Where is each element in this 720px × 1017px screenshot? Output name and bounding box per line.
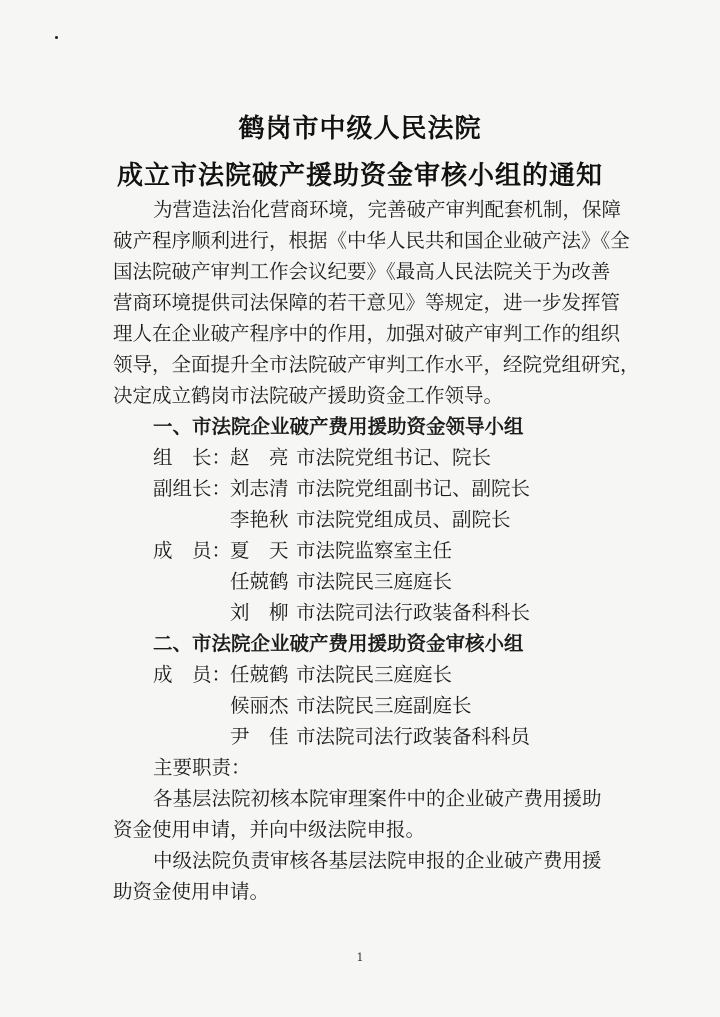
duty2-line-1: 中级法院负责审核各基层法院申报的企业破产费用援 <box>153 849 602 872</box>
section1-row5-title: 市法院民三庭庭长 <box>296 570 453 593</box>
section1-row2-role: 副组长： <box>153 477 232 500</box>
section1-row3-title: 市法院党组成员、副院长 <box>296 508 511 531</box>
section1-row4-name: 夏 天 <box>230 539 289 562</box>
intro-line-2: 破产程序顺利进行，根据《中华人民共和国企业破产法》《全 <box>113 229 630 252</box>
section1-row2-name: 刘志清 <box>230 477 289 500</box>
intro-line-7: 决定成立鹤岗市法院破产援助资金工作领导。 <box>113 384 504 407</box>
section1-row1-role: 组 长： <box>153 446 232 469</box>
section2-row1-title: 市法院民三庭庭长 <box>296 663 453 686</box>
duty1-line-2: 资金使用申请，并向中级法院申报。 <box>113 818 426 841</box>
section1-row3-name: 李艳秋 <box>230 508 289 531</box>
intro-line-3: 国法院破产审判工作会议纪要》《最高人民法院关于为改善 <box>113 260 611 283</box>
section2-row3-name: 尹 佳 <box>230 725 289 748</box>
section1-heading: 一、市法院企业破产费用援助资金领导小组 <box>153 415 524 438</box>
section1-row1-name: 赵 亮 <box>230 446 289 469</box>
scan-speck <box>55 36 58 39</box>
section2-row3-title: 市法院司法行政装备科科员 <box>296 725 531 748</box>
document-title-line2: 成立市法院破产援助资金审核小组的通知 <box>116 161 603 191</box>
intro-line-5: 理人在企业破产程序中的作用，加强对破产审判工作的组织 <box>113 322 621 345</box>
duty1-line-1: 各基层法院初核本院审理案件中的企业破产费用援助 <box>153 787 602 810</box>
page-number: 1 <box>356 951 364 964</box>
section2-heading: 二、市法院企业破产费用援助资金审核小组 <box>153 632 524 655</box>
section1-row4-title: 市法院监察室主任 <box>296 539 453 562</box>
section2-row1-role: 成 员： <box>153 663 232 686</box>
duties-label: 主要职责： <box>153 756 251 779</box>
duty2-line-2: 助资金使用申请。 <box>113 880 270 903</box>
section1-row5-name: 任兢鹤 <box>230 570 289 593</box>
document-title-line1: 鹤岗市中级人民法院 <box>238 114 482 144</box>
section1-row6-name: 刘 柳 <box>230 601 289 624</box>
intro-line-6: 领导，全面提升全市法院破产审判工作水平，经院党组研究， <box>113 353 640 376</box>
section1-row4-role: 成 员： <box>153 539 232 562</box>
section1-row6-title: 市法院司法行政装备科科长 <box>296 601 531 624</box>
intro-line-4: 营商环境提供司法保障的若干意见》等规定，进一步发挥管 <box>113 291 621 314</box>
section2-row2-name: 候丽杰 <box>230 694 289 717</box>
section2-row1-name: 任兢鹤 <box>230 663 289 686</box>
section2-row2-title: 市法院民三庭副庭长 <box>296 694 472 717</box>
section1-row1-title: 市法院党组书记、院长 <box>296 446 492 469</box>
section1-row2-title: 市法院党组副书记、副院长 <box>296 477 531 500</box>
intro-line-1: 为营造法治化营商环境，完善破产审判配套机制，保障 <box>153 198 622 221</box>
